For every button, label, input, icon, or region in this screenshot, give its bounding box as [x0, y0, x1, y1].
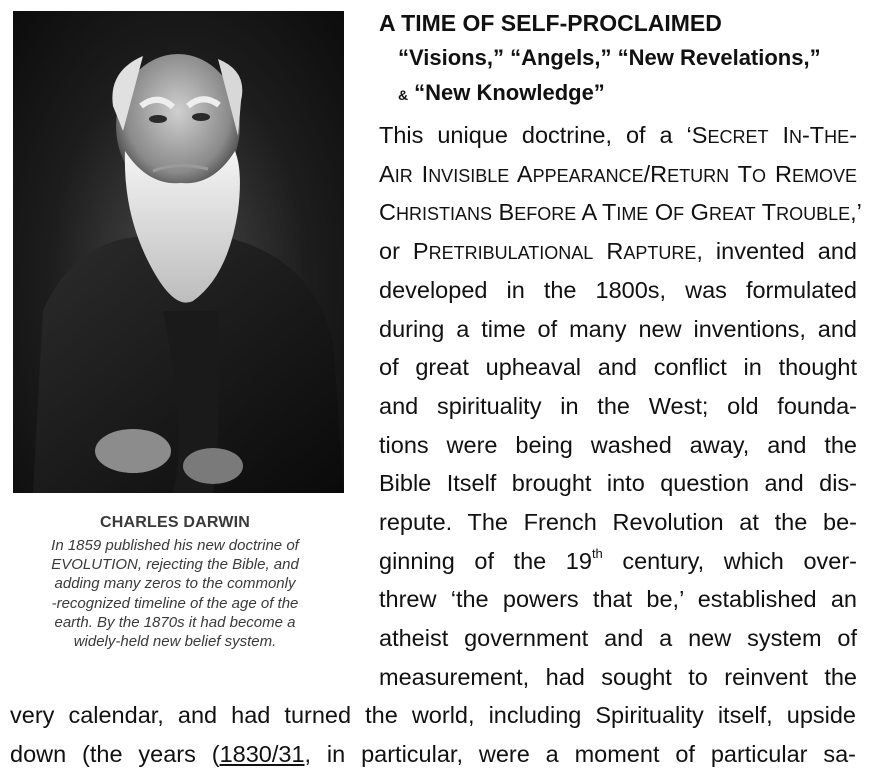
caption-text: [5, 536, 345, 651]
body-line: measurement, had sought to reinvent the: [379, 664, 857, 690]
body-line: developed in the 1800s, was formulated: [379, 277, 857, 303]
text-span: C: [379, 199, 396, 225]
text-span: -T: [801, 122, 825, 148]
body-line-full-width: [10, 739, 856, 769]
body-line: during a time of many new inventions, and: [379, 316, 857, 342]
text-span: ROUBLE: [776, 204, 851, 224]
ordinal-superscript: th: [591, 546, 603, 562]
darwin-portrait-photo: [13, 11, 344, 493]
text-span: F: [673, 204, 685, 224]
text-span: EMOVE: [791, 166, 857, 186]
text-span: IME: [616, 204, 649, 224]
caption-name: CHARLES DARWIN: [99, 514, 251, 531]
caption-line: In 1859 published his new doctrine of: [51, 537, 299, 554]
heading-ampersand: &: [398, 87, 409, 103]
text-span: ,’: [850, 199, 862, 225]
text-span: PPEARANCE: [532, 166, 644, 186]
caption-line: adding many zeros to the commonly: [54, 575, 296, 593]
caption-line: EVOLUTION, rejecting the Bible, and: [51, 556, 299, 574]
text-span: IR: [394, 166, 413, 186]
body-line: and spirituality in the West; old founda-: [379, 393, 857, 419]
heading-line-3-text: “New Knowledge”: [414, 80, 605, 105]
text-span: O: [752, 166, 767, 186]
text-span: A: [379, 161, 395, 187]
portrait-illustration: [13, 11, 344, 493]
text-span: N: [788, 127, 802, 147]
years-link[interactable]: 1830/31: [219, 741, 305, 767]
text-span: I: [768, 122, 789, 148]
text-span: T: [755, 199, 777, 225]
body-line: threw ‘the powers that be,’ established an: [379, 586, 857, 612]
text-span: I: [412, 161, 429, 187]
body-line: [379, 159, 857, 191]
text-span: B: [492, 199, 515, 225]
text-span: EFORE: [514, 204, 577, 224]
text-span: A: [509, 161, 533, 187]
body-line-full-width: very calendar, and had turned the world, including Spirituality itself, upside: [10, 702, 856, 728]
heading-line-2: “Visions,” “Angels,” “New Revelations,”: [398, 45, 821, 70]
body-line: [379, 120, 857, 152]
text-span: REAT: [708, 204, 756, 224]
text-span: -: [849, 122, 858, 148]
text-span: ETURN: [667, 166, 730, 186]
text-span: or P: [379, 238, 429, 264]
text-span: HRISTIANS: [395, 204, 492, 224]
text-span: HE: [824, 127, 850, 147]
photo-caption: [5, 514, 345, 651]
heading-line-3: [398, 80, 605, 106]
body-line: [379, 236, 857, 268]
text-span: APTURE: [623, 243, 697, 263]
body-line: tions were being washed away, and the: [379, 432, 857, 458]
body-line: [379, 197, 862, 229]
text-span: This unique doctrine, of a ‘S: [379, 122, 708, 148]
caption-line: widely-held new belief system.: [73, 633, 277, 651]
heading-line-1: A TIME OF SELF-PROCLAIMED: [379, 10, 722, 36]
text-span: O: [648, 199, 674, 225]
text-span: down (the years (: [10, 741, 220, 767]
body-line: of great upheaval and conflict in thought: [379, 354, 857, 380]
text-span: /R: [643, 161, 668, 187]
body-line: atheist government and a new system of: [379, 625, 857, 651]
text-span: ginning of the 19: [379, 548, 592, 574]
text-span: RETRIBULATIONAL: [428, 243, 594, 263]
body-line: repute. The French Revolution at the be-: [379, 509, 857, 535]
caption-line: -recognized timeline of the age of the: [51, 594, 299, 612]
text-span: NVISIBLE: [428, 166, 510, 186]
text-span: R: [766, 161, 792, 187]
text-span: ECRET: [707, 127, 769, 147]
text-span: A T: [576, 199, 617, 225]
text-span: , invented and: [696, 238, 857, 264]
body-line: [379, 546, 857, 576]
text-span: , in particular, were a moment of particular sa-: [304, 741, 856, 767]
text-span: R: [593, 238, 624, 264]
text-span: T: [729, 161, 753, 187]
text-span: G: [684, 199, 709, 225]
caption-line: earth. By the 1870s it had become a: [54, 613, 296, 631]
body-line: Bible Itself brought into question and dis-: [379, 470, 857, 496]
text-span: century, which over-: [602, 548, 857, 574]
